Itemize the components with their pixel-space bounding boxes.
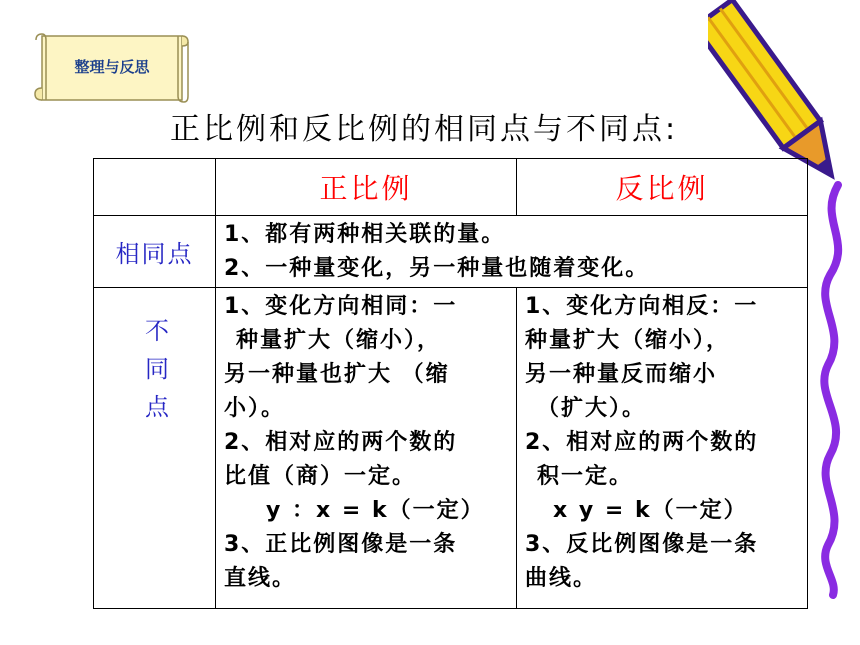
direct-line: 1、变化方向相同：一 (224, 294, 458, 320)
direct-diff-cell (216, 288, 517, 609)
direct-line: 小）。 (224, 396, 286, 422)
direct-line: 种量扩大（缩小）， (236, 328, 442, 354)
table-row-diff (94, 288, 808, 609)
row-label-diff-text: 不同点 (140, 318, 169, 433)
direct-formula: y ：x = k（一定） (266, 498, 485, 524)
inverse-line: 2、相对应的两个数的 (525, 430, 759, 456)
column-header-direct: 正比例 (216, 159, 517, 216)
direct-line: 3、正比例图像是一条 (224, 532, 458, 558)
direct-line: 2、相对应的两个数的 (224, 430, 458, 456)
inverse-line: 1、变化方向相反：一 (525, 294, 759, 320)
inverse-line: 积一定。 (537, 464, 634, 490)
inverse-line: 曲线。 (525, 566, 598, 592)
section-badge (32, 30, 190, 106)
table-row-same (94, 216, 808, 288)
inverse-line: （扩大）。 (537, 396, 647, 422)
inverse-line: 3、反比例图像是一条 (525, 532, 759, 558)
squiggle-decoration-icon (808, 180, 858, 600)
same-point-1: 1、都有两种相关联的量。 (224, 222, 506, 248)
column-header-inverse: 反比例 (517, 159, 808, 216)
section-badge-label: 整理与反思 (74, 58, 150, 76)
table-corner-cell (94, 159, 216, 216)
direct-line: 比值（商）一定。 (224, 464, 417, 490)
inverse-diff-cell (517, 288, 808, 609)
comparison-table (93, 158, 808, 609)
direct-line: 另一种量也扩大 （缩 (224, 362, 450, 388)
row-label-diff (94, 288, 216, 609)
inverse-line: 种量扩大（缩小）， (525, 328, 731, 354)
same-point-2: 2、一种量变化，另一种量也随着变化。 (224, 256, 650, 282)
page-title: 正比例和反比例的相同点与不同点: (170, 112, 679, 147)
direct-line: 直线。 (224, 566, 297, 592)
table-header-row (94, 159, 808, 216)
same-points-cell (216, 216, 808, 288)
inverse-formula: x y = k（一定） (553, 498, 748, 524)
inverse-line: 另一种量反而缩小 (525, 362, 718, 388)
row-label-same: 相同点 (94, 216, 216, 288)
